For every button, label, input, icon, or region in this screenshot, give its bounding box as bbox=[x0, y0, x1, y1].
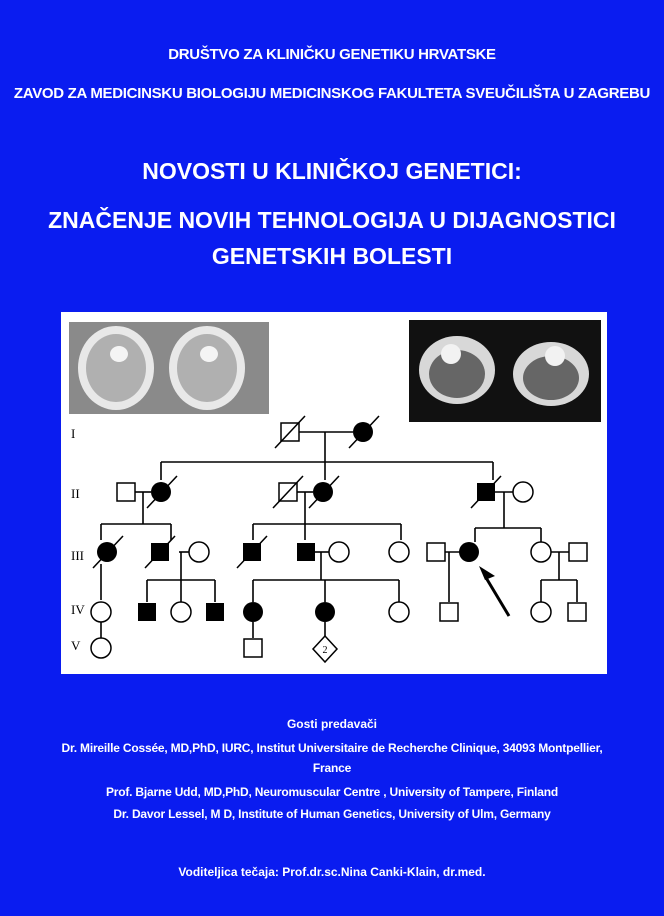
organizer-society: DRUŠTVO ZA KLINIČKU GENETIKU HRVATSKE bbox=[168, 46, 496, 63]
mri-image-left bbox=[69, 322, 269, 414]
lecturers-heading: Gosti predavači bbox=[286, 717, 378, 731]
pedigree-individual-V-3-diamond bbox=[313, 636, 337, 662]
pedigree-individual-IV-9 bbox=[531, 602, 551, 622]
proband-arrow bbox=[479, 566, 509, 616]
title-line-1: NOVOSTI U KLINIČKOJ GENETICI: bbox=[142, 158, 522, 184]
pedigree-individual-II-1 bbox=[117, 483, 135, 501]
pedigree-individual-III-8 bbox=[427, 543, 445, 561]
generation-label-2: II bbox=[71, 486, 80, 501]
generation-label-1: I bbox=[71, 426, 76, 441]
pedigree-individual-IV-2 bbox=[138, 603, 156, 621]
pedigree-individual-II-4 bbox=[309, 476, 339, 508]
pedigree-individual-IV-5 bbox=[243, 602, 263, 622]
pedigree-individual-IV-1 bbox=[91, 602, 111, 622]
pedigree-individual-III-2 bbox=[145, 536, 175, 568]
pedigree-individual-III-6 bbox=[329, 542, 349, 562]
pedigree-individual-IV-8 bbox=[440, 603, 458, 621]
pedigree-individual-III-5 bbox=[297, 543, 315, 561]
pedigree-individual-II-2 bbox=[147, 476, 177, 508]
pedigree-individual-III-3 bbox=[189, 542, 209, 562]
generation-label-4: IV bbox=[71, 602, 85, 617]
pedigree-figure bbox=[61, 312, 607, 674]
lecturer-2: Prof. Bjarne Udd, MD,PhD, Neuromuscular Centre , University of Tampere, Finland bbox=[105, 785, 559, 799]
pedigree-individual-IV-10 bbox=[568, 603, 586, 621]
pedigree-individual-IV-3 bbox=[171, 602, 191, 622]
pedigree-individual-III-7 bbox=[389, 542, 409, 562]
pedigree-individual-III-11 bbox=[569, 543, 587, 561]
diamond-count-label: 2 bbox=[322, 645, 328, 656]
pedigree-individual-II-6 bbox=[513, 482, 533, 502]
generation-label-3: III bbox=[71, 548, 84, 563]
pedigree-individual-IV-7 bbox=[389, 602, 409, 622]
pedigree-individual-III-1 bbox=[93, 536, 123, 568]
course-leader: Voditeljica tečaja: Prof.dr.sc.Nina Canki-Klain, dr.med. bbox=[178, 865, 486, 879]
pedigree-individual-IV-6 bbox=[315, 602, 335, 622]
pedigree-individual-III-9-proband bbox=[459, 542, 479, 562]
pedigree-individual-I-2 bbox=[349, 416, 379, 448]
title-line-2: ZNAČENJE NOVIH TEHNOLOGIJA U DIJAGNOSTICI GENETSKIH BOLESTI bbox=[48, 207, 616, 269]
pedigree-individual-V-2 bbox=[244, 639, 262, 657]
lecturer-3: Dr. Davor Lessel, M D, Institute of Human Genetics, University of Ulm, Germany bbox=[113, 807, 551, 821]
generation-label-5: V bbox=[71, 638, 81, 653]
pedigree-individual-IV-4 bbox=[206, 603, 224, 621]
pedigree-individual-III-10 bbox=[531, 542, 551, 562]
mri-image-right bbox=[409, 320, 601, 422]
lecturer-1: Dr. Mireille Cossée, MD,PhD, IURC, Institut Universitaire de Recherche Clinique, 34093 Montpellier, France bbox=[61, 741, 603, 775]
pedigree-svg bbox=[61, 312, 607, 674]
organizer-institute: ZAVOD ZA MEDICINSKU BIOLOGIJU MEDICINSKOG FAKULTETA SVEUČILIŠTA U ZAGREBU bbox=[13, 85, 651, 102]
pedigree-individual-V-1 bbox=[91, 638, 111, 658]
pedigree-individual-III-4 bbox=[237, 536, 267, 568]
